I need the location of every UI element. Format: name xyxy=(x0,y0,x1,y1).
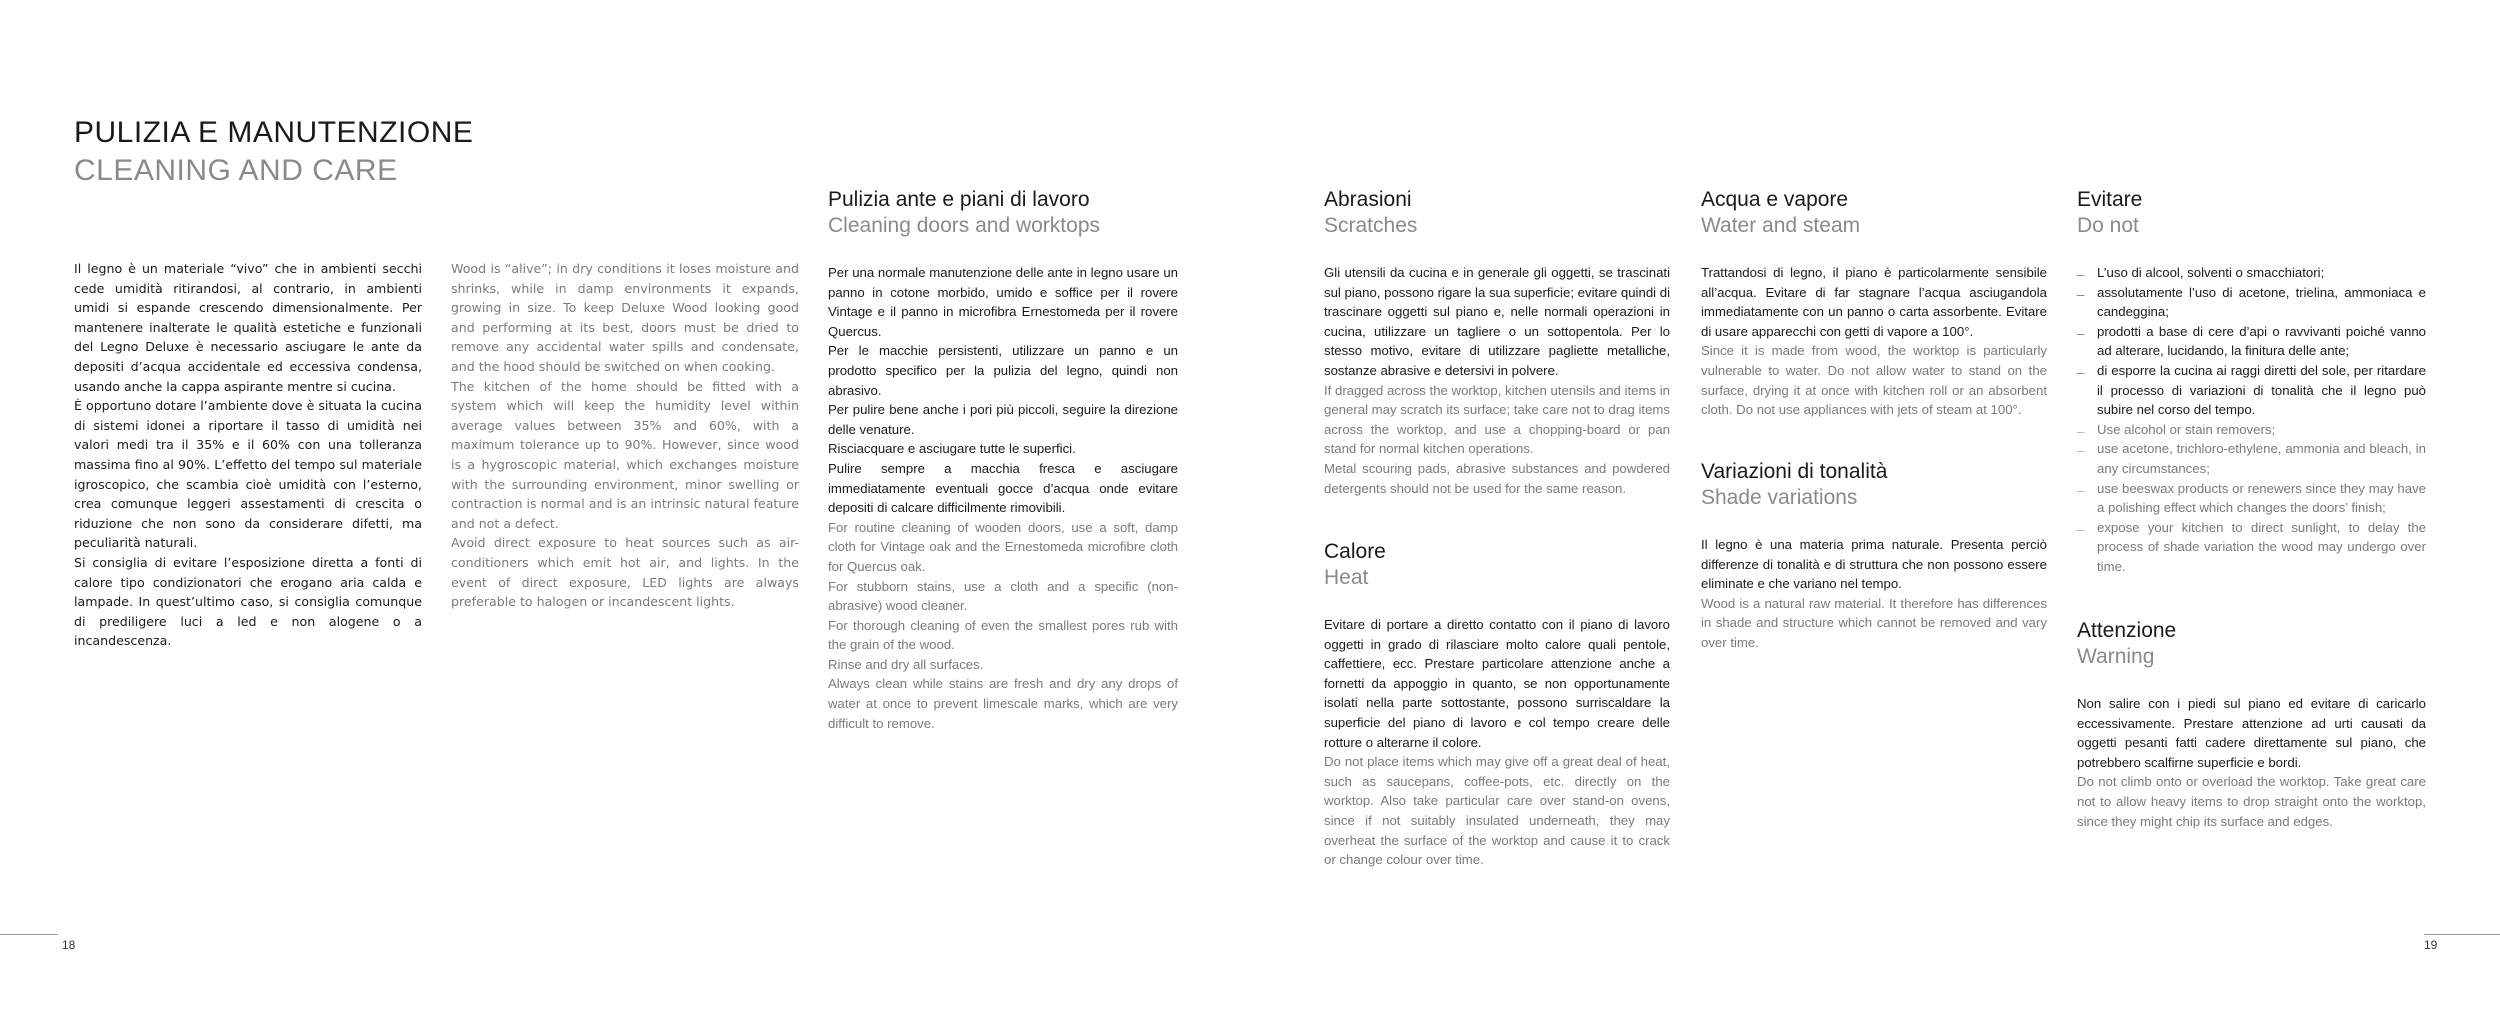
list-item: _ di esporre la cucina ai raggi diretti del sole, per ritardare il processo di variazioni di tonalità che il legno può subire nel corso del tempo. xyxy=(2077,361,2426,420)
section-subtitle: Cleaning doors and worktops xyxy=(828,214,1100,237)
section-title: Attenzione xyxy=(2077,619,2177,642)
section-title: Variazioni di tonalità xyxy=(1701,460,1888,483)
it-paragraph: Trattandosi di legno, il piano è particolarmente sensibile all’acqua. Evitare di far stagnare l’acqua asciugandola immediatamente con un panno o carta assorbente. Evitare di usare apparecchi con getti di vapore a 100°. xyxy=(1701,265,2047,339)
section-warning xyxy=(2077,618,2426,831)
section-title: Evitare xyxy=(2077,188,2143,211)
page-subtitle: CLEANING AND CARE xyxy=(74,154,398,187)
section-donot xyxy=(2077,187,2426,577)
page-number-right: 19 xyxy=(2424,938,2438,952)
it-paragraph: Gli utensili da cucina e in generale gli oggetti, se trascinati sul piano, possono rigare la sua superficie; evitare quindi di trascinare oggetti sul piano e, nelle normali operazioni in cucina, utilizzare un tagliere o un sottopentola. Per lo stesso motivo, evitare di utilizzare pagliette metalliche, sostanze abrasive e detersivi in polvere. xyxy=(1324,265,1671,378)
intro-english xyxy=(451,259,799,612)
it-paragraph: Risciacquare e asciugare tutte le superfici. xyxy=(828,441,1076,457)
page-number-left: 18 xyxy=(62,938,76,952)
en-paragraph: Metal scouring pads, abrasive substances and powdered detergents should not be used for the same reason. xyxy=(1324,460,1670,496)
it-paragraph: Per le macchie persistenti, utilizzare un panno e un prodotto specifico per la pulizia del legno, quindi non abrasivo. xyxy=(828,343,1178,398)
list-item: _ assolutamente l’uso di acetone, trielina, ammoniaca e candeggina; xyxy=(2077,283,2426,322)
section-subtitle: Warning xyxy=(2077,645,2155,668)
section-water xyxy=(1701,187,2047,420)
it-paragraph: Il legno è una materia prima naturale. Presenta perciò differenze di tonalità e di struttura che non possono essere eliminate e che variano nel tempo. xyxy=(1701,537,2047,592)
section-subtitle: Scratches xyxy=(1324,214,1418,237)
list-item: _ use beeswax products or renewers since they may have a polishing effect which changes the doors’ finish; xyxy=(2077,479,2426,518)
en-paragraph: Always clean while stains are fresh and dry any drops of water at once to prevent limescale marks, which are very difficult to remove. xyxy=(828,676,1178,731)
en-paragraph: For stubborn stains, use a cloth and a specific (non-abrasive) wood cleaner. xyxy=(828,578,1178,614)
section-subtitle: Water and steam xyxy=(1701,214,1861,237)
intro-en-paragraph: Avoid direct exposure to heat sources such as air-conditioners which emit hot air, and lights. In the event of direct exposure, LED lights are always preferable to halogen or incandescent lights. xyxy=(451,535,799,610)
section-subtitle: Do not xyxy=(2077,214,2139,237)
list-item: _ Use alcohol or stain removers; xyxy=(2077,420,2426,440)
it-paragraph: Evitare di portare a diretto contatto con il piano di lavoro oggetti in grado di rilasciare molto calore quali pentole, caffettiere, ecc. Prestare particolare attenzione anche a fornetti da appoggio in quanto, se non opportunamente isolati nella parte sottostante, possono surriscaldare la superficie del piano di lavoro e col tempo creare delle rotture o alterarne il colore. xyxy=(1324,617,1670,750)
page-title: PULIZIA E MANUTENZIONE xyxy=(74,116,474,149)
intro-it-paragraph: Il legno è un materiale “vivo” che in ambienti secchi cede umidità ritirandosi, al contrario, in ambienti umidi si espande crescendo dimensionalmente. Per mantenere inalterate le qualità estetiche e funzionali del Legno Deluxe è necessario asciugare le ante da depositi d’acqua accidentale ed eccessiva condensa, usando anche la cappa aspirante mentre si cucina. xyxy=(74,261,422,394)
it-paragraph: Per pulire bene anche i pori più piccoli, seguire la direzione delle venature. xyxy=(828,402,1178,437)
en-paragraph: Wood is a natural raw material. It therefore has differences in shade and structure which cannot be removed and vary over time. xyxy=(1701,595,2047,650)
donot-list xyxy=(2077,263,2426,577)
it-paragraph: Non salire con i piedi sul piano ed evitare di caricarlo eccessivamente. Prestare attenzione ad urti causati da oggetti pesanti fatti cadere direttamente sul piano, che potrebbero scalfirne superficie e bordi. xyxy=(2077,696,2426,770)
it-paragraph: Pulire sempre a macchia fresca e asciugare immediatamente eventuali gocce d’acqua onde evitare depositi di calcare difficilmente rimovibili. xyxy=(828,460,1178,516)
en-paragraph: For thorough cleaning of even the smallest pores rub with the grain of the wood. xyxy=(828,617,1178,653)
section-body xyxy=(1324,263,1670,498)
intro-italian xyxy=(74,259,422,651)
section-scratches xyxy=(1324,187,1670,498)
section-body xyxy=(1324,615,1670,870)
section-body xyxy=(828,263,1178,733)
en-paragraph: Do not place items which may give off a great deal of heat, such as saucepans, coffee-pots, etc. directly on the worktop. Also take particular care over stand-on ovens, since if not suitably insulated underneath, they may overheat the surface of the worktop and cause it to crack or change colour over time. xyxy=(1324,754,1670,868)
list-item: _ expose your kitchen to direct sunlight, to delay the process of shade variation the wood may undergo over time. xyxy=(2077,518,2426,577)
en-paragraph: Do not climb onto or overload the worktop. Take great care not to allow heavy items to drop straight onto the worktop, since they might chip its surface and edges. xyxy=(2077,774,2426,829)
section-body xyxy=(2077,694,2426,831)
section-doors xyxy=(828,187,1178,733)
intro-it-paragraph: Si consiglia di evitare l’esposizione diretta a fonti di calore tipo condizionatori che erogano aria calda e lampade. In quest’ultimo caso, si consiglia comunque di prediligere luci a led e non alogene o a incandescenza. xyxy=(74,554,422,649)
section-title: Pulizia ante e piani di lavoro xyxy=(828,188,1090,211)
intro-it-paragraph: È opportuno dotare l’ambiente dove è situata la cucina di sistemi idonei a riportare il tasso di umidità nei valori medi tra il 35% e il 60% con una tolleranza massima fino al 90%. L’effetto del tempo sul materiale igroscopico, che scambia cioè umidità con l’esterno, crea comunque leggeri assestamenti di crescita o riduzione che non sono da considerare difetti, ma peculiarità naturali. xyxy=(74,398,422,551)
en-paragraph: Since it is made from wood, the worktop is particularly vulnerable to water. Do not allow water to stand on the surface, drying it at once with kitchen roll or an absorbent cloth. Do not use appliances with jets of steam at 100°. xyxy=(1701,343,2047,418)
intro-en-paragraph: Wood is “alive”; in dry conditions it loses moisture and shrinks, while in damp environments it expands, growing in size. To keep Deluxe Wood looking good and performing at its best, doors must be dried to remove any accidental water spills and condensate, and the hood should be switched on when cooking. xyxy=(451,261,799,374)
en-paragraph: If dragged across the worktop, kitchen utensils and items in general may scratch its surface; take care not to drag items across the worktop, and use a chopping-board or pan stand for normal kitchen operations. xyxy=(1324,382,1670,457)
intro-en-paragraph: The kitchen of the home should be fitted with a system which will keep the humidity level within average values between 35% and 60%, with a maximum tolerance up to 90%. However, since wood is a hygroscopic material, which exchanges moisture with the surrounding environment, minor swelling or contraction is normal and is an intrinsic natural feature and not a defect. xyxy=(451,378,799,531)
en-paragraph: For routine cleaning of wooden doors, use a soft, damp cloth for Vintage oak and the Ernestomeda microfibre cloth for Quercus oak. xyxy=(828,519,1178,574)
section-title: Acqua e vapore xyxy=(1701,188,1849,211)
it-paragraph: Per una normale manutenzione delle ante in legno usare un panno in cotone morbido, umido e soffice per il rovere Vintage e il panno in microfibra Ernestomeda per il rovere Quercus. xyxy=(828,265,1178,339)
footer-rule-left xyxy=(0,934,58,935)
section-subtitle: Heat xyxy=(1324,566,1369,589)
footer-rule-right xyxy=(2424,934,2500,935)
list-item: _ use acetone, trichloro-ethylene, ammonia and bleach, in any circumstances; xyxy=(2077,439,2426,478)
list-item: _ L’uso di alcool, solventi o smacchiatori; xyxy=(2077,263,2426,283)
section-body xyxy=(1701,535,2047,653)
en-paragraph: Rinse and dry all surfaces. xyxy=(828,656,984,672)
section-body xyxy=(1701,263,2047,420)
section-title: Calore xyxy=(1324,540,1386,563)
section-heat xyxy=(1324,539,1670,870)
list-item: _ prodotti a base di cere d’api o ravvivanti poiché vanno ad alterare, lucidando, la finitura delle ante; xyxy=(2077,322,2426,361)
section-shade xyxy=(1701,459,2047,653)
section-title: Abrasioni xyxy=(1324,188,1412,211)
section-subtitle: Shade variations xyxy=(1701,486,1858,509)
